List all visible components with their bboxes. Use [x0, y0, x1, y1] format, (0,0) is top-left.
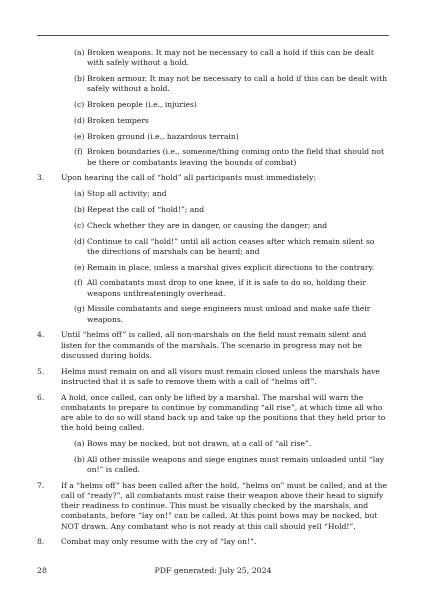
list-item: (e) Broken ground (i.e., hazardous terrain)	[74, 131, 239, 141]
rule-item-8: 8. Combat may only resume with the cry of “lay on!”.	[37, 537, 257, 547]
list-item: (e) Remain in place, unless a marshal gives explicit directions to the contrary.	[74, 262, 375, 272]
rule-item-6: 6. A hold, once called, can only be lifted by a marshal. The marshal will warn the combatants to prepare to continue by commanding “all rise”, at which time all who are able to do so will stand back up and take up the positions that they held prior to the hold being called. (a) Bows may be nocked, but not drawn, at a call of “all rise”. (b) All other missile weapons and siege engines must remain unloaded until “lay on!” is called.	[37, 393, 389, 476]
rule-item-5: 5. Helms must remain on and all visors must remain closed unless the marshals have instructed that it is safe to remove them with a call of “helms off”.	[37, 366, 380, 386]
list-item: (d) Continue to call “hold!” until all action ceases after which remain silent so the directions of marshals can be heard; and	[74, 236, 375, 256]
list-item: (f) Broken boundaries (i.e., someone/thing coming onto the field that should not be there or combatants leaving the bounds of combat)	[74, 147, 385, 167]
rule-item-4: 4. Until “helms off” is called, all non-marshals on the field must remain silent and listen for the commands of the marshals. The scenario in progress may not be discussed during holds.	[37, 330, 367, 360]
list-item: (c) Broken people (i.e., injuries)	[74, 100, 197, 109]
generated-date: PDF generated: July 25, 2024	[154, 566, 272, 575]
list-item: (b) Broken armour. It may not be necessary to call a hold if this can be dealt with safely without a hold.	[74, 74, 388, 94]
list-item: (c) Check whether they are in danger, or causing the danger; and	[74, 220, 328, 230]
header-rule	[37, 35, 389, 36]
list-item: (a) Bows may be nocked, but not drawn, at a call of “all rise”.	[74, 438, 312, 448]
rules-content	[37, 48, 389, 553]
list-item: (b) All other missile weapons and siege engines must remain unloaded until “lay on!” is called.	[74, 454, 385, 474]
page-number: 28	[37, 566, 47, 575]
list-item: (a) Stop all activity; and	[74, 189, 167, 199]
list-item: (b) Repeat the call of “hold!”; and	[74, 204, 205, 214]
rule-item-3: 3. Upon hearing the call of “hold” all participants must immediately: (a) Stop all activity; and (b) Repeat the call of “hold!”; and (c) Check whether they are in danger, or causing the danger; and (d) Continue to call “hold!” until all action ceases after which remain silent so the directions of marshals can be heard; and (e) Remain in place, unless a marshal gives explicit directions to the contrary. (f) All combatants must drop to one knee, if it is safe to do so, holding their weapons unthreateningly overhead. (g) Missile combatants and siege engineers must unload and make safe their weapons.	[37, 173, 389, 324]
rule-item-7: 7. If a “helms off” has been called after the hold, “helms on” must be called, and at the call of “ready?”, all combatants must raise their weapon above their head to signify their readiness to continue. This must be visually checked by the marshals, and combatants, before “lay on!” can be called. At this point bows may be nocked, but NOT drawn. Any combatant who is not ready at this call should yell “Hold!”.	[37, 480, 387, 531]
list-item: (a) Broken weapons. It may not be necessary to call a hold if this can be dealt with safely without a hold.	[74, 48, 374, 68]
list-item: (g) Missile combatants and siege engineers must unload and make safe their weapons.	[74, 304, 371, 324]
list-item: (d) Broken tempers	[74, 115, 149, 125]
list-item: (f) All combatants must drop to one knee, if it is safe to do so, holding their weapons unthreateningly overhead.	[74, 278, 366, 298]
